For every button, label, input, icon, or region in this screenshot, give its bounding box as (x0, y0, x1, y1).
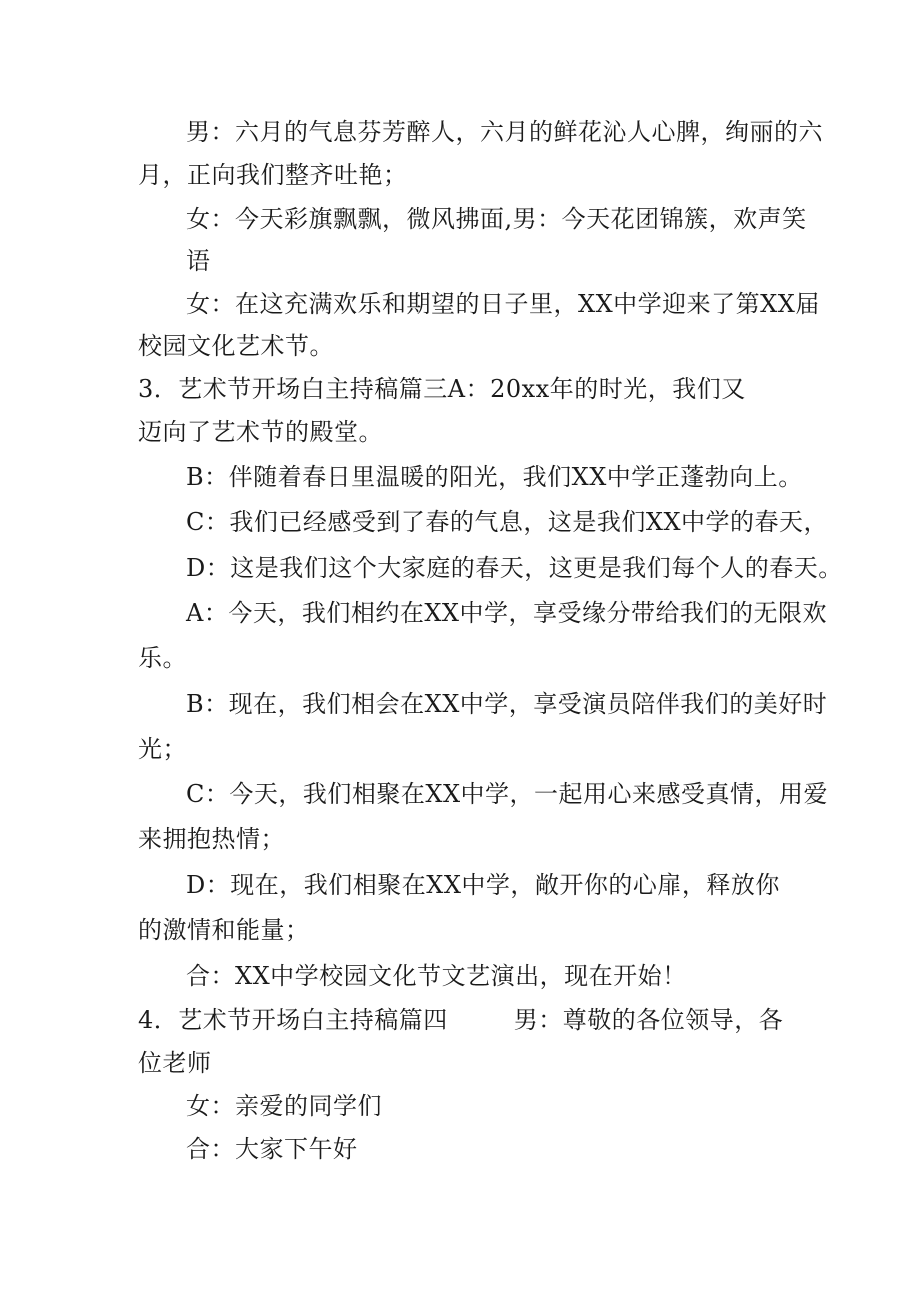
section-heading-4 (138, 1005, 783, 1035)
text-line: 月，正向我们整齐吐艳； (138, 161, 408, 189)
section-heading-4-title: 4．艺术节开场白主持稿篇四 (138, 1006, 448, 1034)
text-line: 合：XX中学校园文化节文艺演出，现在开始！ (186, 962, 687, 990)
text-line: 光； (138, 735, 187, 763)
text-line: 的激情和能量； (138, 916, 310, 944)
text-line: D：现在，我们相聚在XX中学，敞开你的心扉，释放你 (186, 871, 780, 899)
text-line: 女：在这充满欢乐和期望的日子里，XX中学迎来了第XX届 (186, 290, 820, 318)
text-line: 来拥抱热情； (138, 825, 285, 853)
section-heading-3: 3．艺术节开场白主持稿篇三A：20xx年的时光，我们又 (138, 375, 746, 403)
text-line: 乐。 (138, 644, 187, 672)
text-line: B：伴随着春日里温暖的阳光，我们XX中学正蓬勃向上。 (186, 463, 803, 491)
text-line: 女：今天彩旗飘飘，微风拂面,男：今天花团锦簇，欢声笑 (186, 205, 807, 233)
text-line: B：现在，我们相会在XX中学，享受演员陪伴我们的美好时 (186, 690, 828, 718)
text-line: 语 (186, 247, 211, 275)
text-line: C：今天，我们相聚在XX中学，一起用心来感受真情，用爱 (186, 780, 829, 808)
text-line: D：这是我们这个大家庭的春天，这更是我们每个人的春天。 (186, 554, 843, 582)
text-line: 男：六月的气息芬芳醉人，六月的鲜花沁人心脾，绚丽的六 (186, 118, 823, 146)
text-line: 合：大家下午好 (186, 1135, 358, 1163)
text-line: C：我们已经感受到了春的气息，这是我们XX中学的春天， (186, 508, 829, 536)
section-heading-4-greeting: 男：尊敬的各位领导，各 (513, 1006, 784, 1034)
text-line: 迈向了艺术节的殿堂。 (138, 418, 383, 446)
text-line: 位老师 (138, 1049, 212, 1077)
text-line: 女：亲爱的同学们 (186, 1092, 382, 1120)
text-line: A：今天，我们相约在XX中学，享受缘分带给我们的无限欢 (186, 599, 828, 627)
text-line: 校园文化艺术节。 (138, 332, 334, 360)
